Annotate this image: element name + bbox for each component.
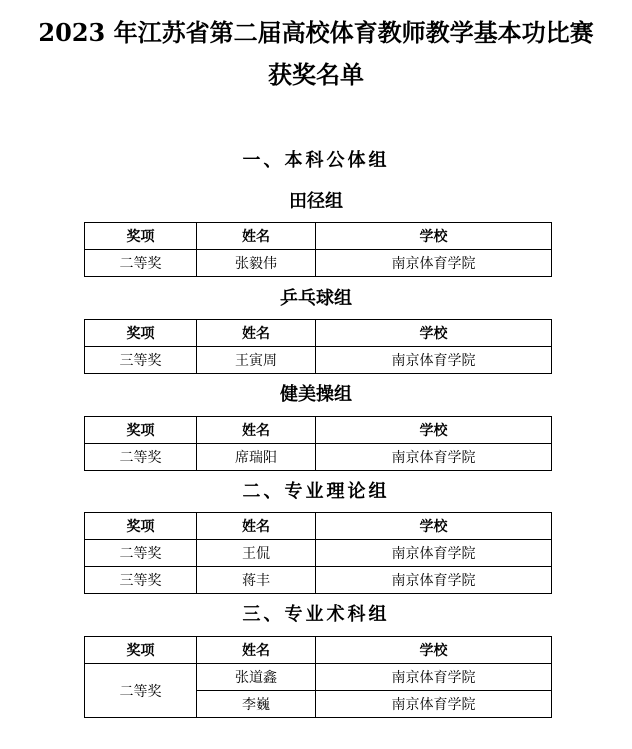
table-row — [85, 540, 552, 567]
table-row — [85, 664, 552, 691]
name-cell: 王侃 — [197, 540, 316, 567]
award-table-technical — [84, 636, 552, 718]
table-row — [85, 444, 552, 471]
table-row — [85, 567, 552, 594]
document-subtitle: 获奖名单 — [268, 60, 364, 89]
header-name: 姓名 — [197, 417, 316, 444]
section-heading-theory: 二、专业理论组 — [242, 481, 390, 502]
table-header-row — [85, 320, 552, 347]
section-heading-technical: 三、专业术科组 — [242, 604, 390, 625]
award-table-aerobics — [84, 416, 552, 471]
table-header-row — [85, 223, 552, 250]
header-award: 奖项 — [85, 223, 197, 250]
name-cell: 蒋丰 — [197, 567, 316, 594]
school-cell: 南京体育学院 — [316, 444, 552, 471]
header-school: 学校 — [316, 417, 552, 444]
award-cell: 二等奖 — [85, 250, 197, 277]
award-table-theory — [84, 512, 552, 594]
name-cell: 王寅周 — [197, 347, 316, 374]
header-name: 姓名 — [197, 223, 316, 250]
table-row — [85, 250, 552, 277]
group-heading-track-field: 田径组 — [289, 191, 343, 212]
header-school: 学校 — [316, 320, 552, 347]
header-award: 奖项 — [85, 637, 197, 664]
header-award: 奖项 — [85, 513, 197, 540]
group-heading-table-tennis: 乒乓球组 — [280, 288, 352, 309]
award-cell: 三等奖 — [85, 567, 197, 594]
award-table-track-field — [84, 222, 552, 277]
table-header-row — [85, 417, 552, 444]
group-heading-aerobics: 健美操组 — [280, 384, 352, 405]
school-cell: 南京体育学院 — [316, 250, 552, 277]
header-award: 奖项 — [85, 417, 197, 444]
school-cell: 南京体育学院 — [316, 540, 552, 567]
name-cell: 张道鑫 — [197, 664, 316, 691]
name-cell: 席瑞阳 — [197, 444, 316, 471]
name-cell: 李巍 — [197, 691, 316, 718]
award-cell: 二等奖 — [85, 444, 197, 471]
award-cell: 二等奖 — [85, 540, 197, 567]
school-cell: 南京体育学院 — [316, 347, 552, 374]
school-cell: 南京体育学院 — [316, 567, 552, 594]
header-school: 学校 — [316, 513, 552, 540]
table-header-row — [85, 637, 552, 664]
table-header-row — [85, 513, 552, 540]
document-title: 2023 年江苏省第二届高校体育教师教学基本功比赛 — [38, 18, 594, 47]
award-cell: 二等奖 — [85, 664, 197, 718]
header-school: 学校 — [316, 637, 552, 664]
header-name: 姓名 — [197, 637, 316, 664]
award-table-table-tennis — [84, 319, 552, 374]
header-name: 姓名 — [197, 513, 316, 540]
name-cell: 张毅伟 — [197, 250, 316, 277]
school-cell: 南京体育学院 — [316, 691, 552, 718]
school-cell: 南京体育学院 — [316, 664, 552, 691]
award-cell: 三等奖 — [85, 347, 197, 374]
header-name: 姓名 — [197, 320, 316, 347]
header-school: 学校 — [316, 223, 552, 250]
section-heading-undergrad-pe: 一、本科公体组 — [242, 150, 390, 171]
table-row — [85, 347, 552, 374]
header-award: 奖项 — [85, 320, 197, 347]
